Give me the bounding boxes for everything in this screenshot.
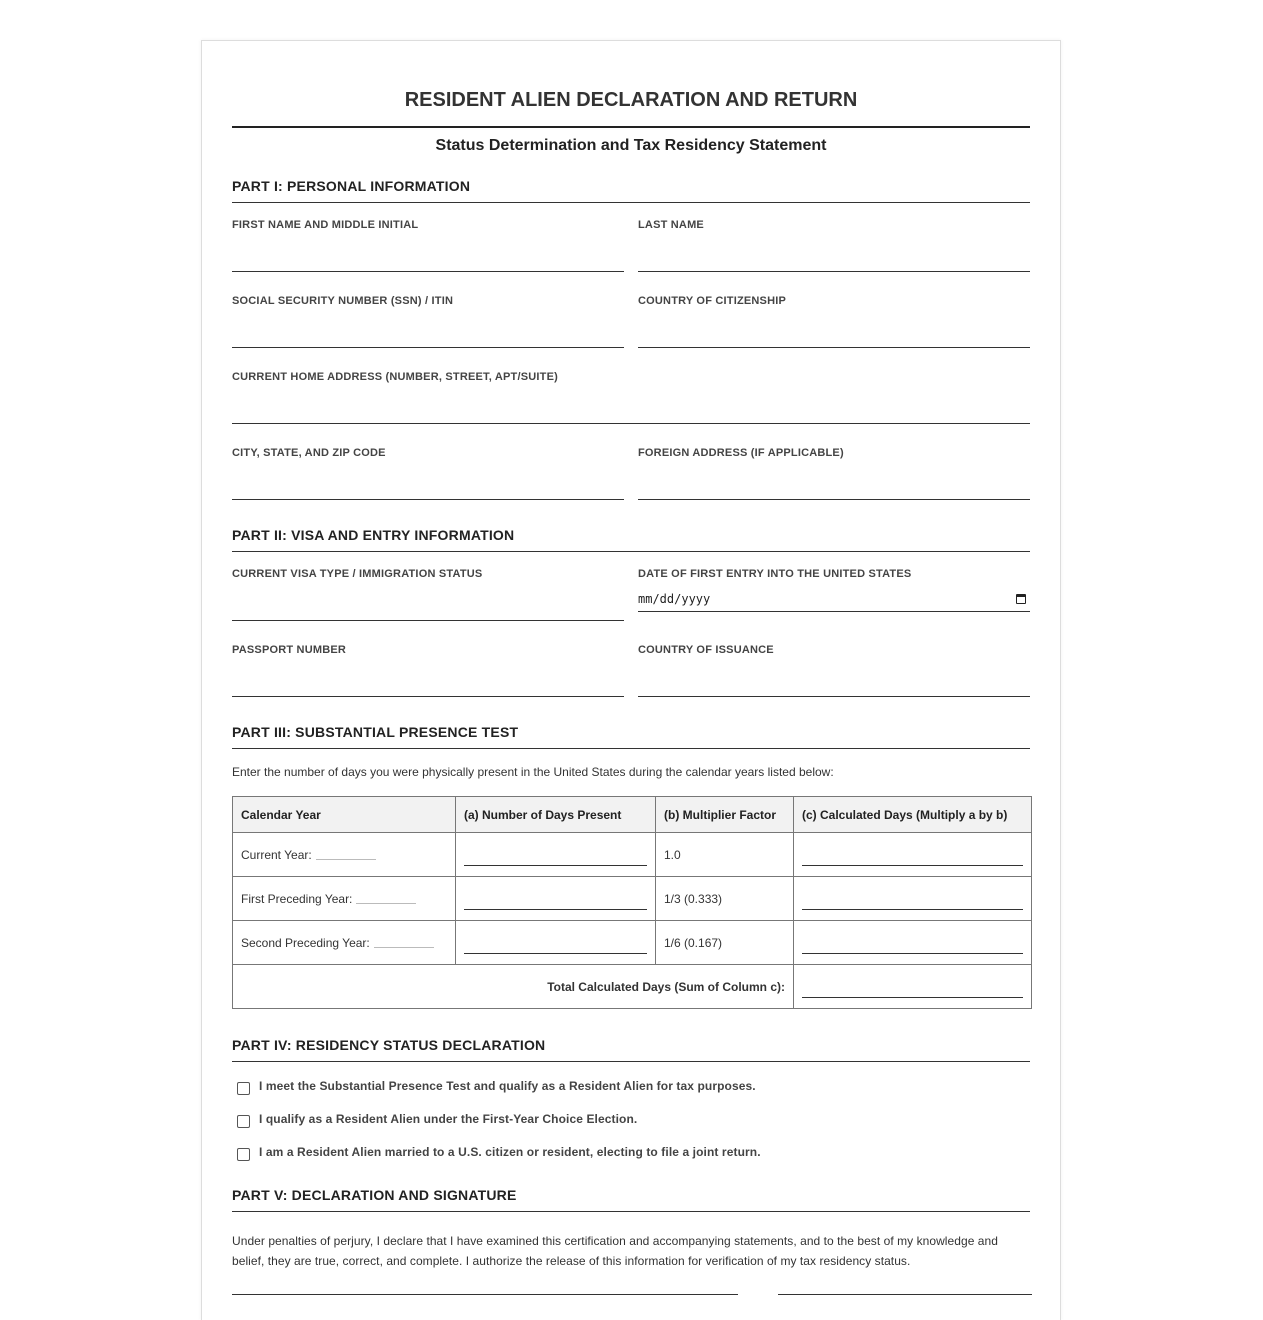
multiplier-cell: 1/3 (0.333) <box>656 877 794 921</box>
year-input[interactable] <box>374 935 434 948</box>
part3-heading: PART III: SUBSTANTIAL PRESENCE TEST <box>232 724 1030 749</box>
calculated-input[interactable] <box>802 897 1023 910</box>
citizenship-group <box>638 294 1030 348</box>
form-subtitle: Status Determination and Tax Residency Statement <box>435 137 827 154</box>
year-label: Current Year: <box>241 847 312 862</box>
checkbox-first-year[interactable] <box>237 1115 250 1128</box>
option-spt-label: I meet the Substantial Presence Test and qualify as a Resident Alien for tax purposes. <box>259 1079 756 1093</box>
issuance-label: COUNTRY OF ISSUANCE <box>638 644 774 656</box>
form-sheet <box>201 40 1061 1320</box>
entry-date-placeholder: mm/dd/yyyy <box>638 591 711 606</box>
foreign-address-label: FOREIGN ADDRESS (IF APPLICABLE) <box>638 447 844 459</box>
passport-label: PASSPORT NUMBER <box>232 644 347 656</box>
col-multiplier: (b) Multiplier Factor <box>656 797 794 833</box>
multiplier-cell: 1/6 (0.167) <box>656 921 794 965</box>
table-row <box>233 833 1032 877</box>
issuance-input[interactable] <box>638 670 1030 697</box>
foreign-address-input[interactable] <box>638 473 1030 500</box>
home-address-input[interactable] <box>232 397 1030 424</box>
residency-option-spt[interactable] <box>232 1078 1030 1111</box>
days-input[interactable] <box>464 853 647 866</box>
option-first-year-label: I qualify as a Resident Alien under the First-Year Choice Election. <box>259 1112 638 1126</box>
home-address-group <box>232 370 1030 424</box>
ssn-input[interactable] <box>232 321 624 348</box>
visa-row <box>232 567 1030 621</box>
entry-date-input[interactable] <box>638 588 1030 612</box>
ssn-group <box>232 294 624 348</box>
entry-date-label: DATE OF FIRST ENTRY INTO THE UNITED STATES <box>638 568 912 580</box>
calculated-cell <box>794 833 1032 877</box>
multiplier-cell: 1.0 <box>656 833 794 877</box>
days-cell <box>456 833 656 877</box>
visa-type-input[interactable] <box>232 594 624 621</box>
col-calculated-days: (c) Calculated Days (Multiply a by b) <box>794 797 1032 833</box>
city-group <box>232 446 624 500</box>
spt-table <box>232 796 1032 1009</box>
citizenship-label: COUNTRY OF CITIZENSHIP <box>638 295 787 307</box>
year-label: First Preceding Year: <box>241 891 353 906</box>
year-cell <box>233 877 456 921</box>
first-name-input[interactable] <box>232 245 624 272</box>
passport-group <box>232 643 624 697</box>
col-days-present: (a) Number of Days Present <box>456 797 656 833</box>
date-signed-line[interactable] <box>778 1294 1032 1295</box>
part4-heading: PART IV: RESIDENCY STATUS DECLARATION <box>232 1037 1030 1062</box>
checkbox-joint[interactable] <box>237 1148 250 1161</box>
days-input[interactable] <box>464 897 647 910</box>
visa-type-group <box>232 567 624 621</box>
spt-header-row <box>233 797 1032 833</box>
year-label: Second Preceding Year: <box>241 935 370 950</box>
citizenship-input[interactable] <box>638 321 1030 348</box>
foreign-address-group <box>638 446 1030 500</box>
last-name-input[interactable] <box>638 245 1030 272</box>
year-cell <box>233 921 456 965</box>
part5-heading: PART V: DECLARATION AND SIGNATURE <box>232 1187 1030 1212</box>
address-row <box>232 370 1030 424</box>
last-name-label: LAST NAME <box>638 219 704 231</box>
issuance-group <box>638 643 1030 697</box>
total-label: Total Calculated Days (Sum of Column c): <box>233 965 794 1009</box>
city-row <box>232 446 1030 500</box>
checkbox-spt[interactable] <box>237 1082 250 1095</box>
name-row <box>232 218 1030 272</box>
calculated-input[interactable] <box>802 853 1023 866</box>
residency-option-first-year[interactable] <box>232 1111 1030 1144</box>
table-row <box>233 921 1032 965</box>
spt-intro: Enter the number of days you were physically present in the United States during the calendar years listed below: <box>232 765 834 779</box>
part1-heading: PART I: PERSONAL INFORMATION <box>232 178 1030 203</box>
days-cell <box>456 877 656 921</box>
calendar-icon[interactable] <box>1016 594 1026 604</box>
calculated-cell <box>794 877 1032 921</box>
ssn-label: SOCIAL SECURITY NUMBER (SSN) / ITIN <box>232 295 454 307</box>
option-joint-label: I am a Resident Alien married to a U.S. citizen or resident, electing to file a joint return. <box>259 1145 761 1159</box>
calculated-input[interactable] <box>802 941 1023 954</box>
total-input[interactable] <box>802 985 1023 998</box>
residency-options <box>232 1078 1030 1177</box>
year-cell <box>233 833 456 877</box>
passport-row <box>232 643 1030 697</box>
home-address-label: CURRENT HOME ADDRESS (NUMBER, STREET, APT/SUITE) <box>232 371 558 383</box>
part2-heading: PART II: VISA AND ENTRY INFORMATION <box>232 527 1030 552</box>
calculated-cell <box>794 921 1032 965</box>
days-cell <box>456 921 656 965</box>
entry-date-group <box>638 567 1030 621</box>
total-cell <box>794 965 1032 1009</box>
passport-input[interactable] <box>232 670 624 697</box>
form-title: RESIDENT ALIEN DECLARATION AND RETURN <box>232 41 1030 128</box>
table-row <box>233 877 1032 921</box>
total-row <box>233 965 1032 1009</box>
first-name-label: FIRST NAME AND MIDDLE INITIAL <box>232 219 419 231</box>
signature-line[interactable] <box>232 1294 738 1295</box>
residency-option-joint[interactable] <box>232 1144 1030 1177</box>
year-input[interactable] <box>316 847 376 860</box>
city-input[interactable] <box>232 473 624 500</box>
city-label: CITY, STATE, AND ZIP CODE <box>232 447 386 459</box>
year-input[interactable] <box>356 891 416 904</box>
last-name-group <box>638 218 1030 272</box>
visa-type-label: CURRENT VISA TYPE / IMMIGRATION STATUS <box>232 568 483 580</box>
first-name-group <box>232 218 624 272</box>
declaration-text: Under penalties of perjury, I declare that I have examined this certification and accompanying statements, and to the best of my knowledge and belief, they are true, correct, and complete. I authorize the release of this information for verification of my tax residency status. <box>232 1234 998 1268</box>
days-input[interactable] <box>464 941 647 954</box>
ssn-row <box>232 294 1030 348</box>
col-calendar-year: Calendar Year <box>233 797 456 833</box>
